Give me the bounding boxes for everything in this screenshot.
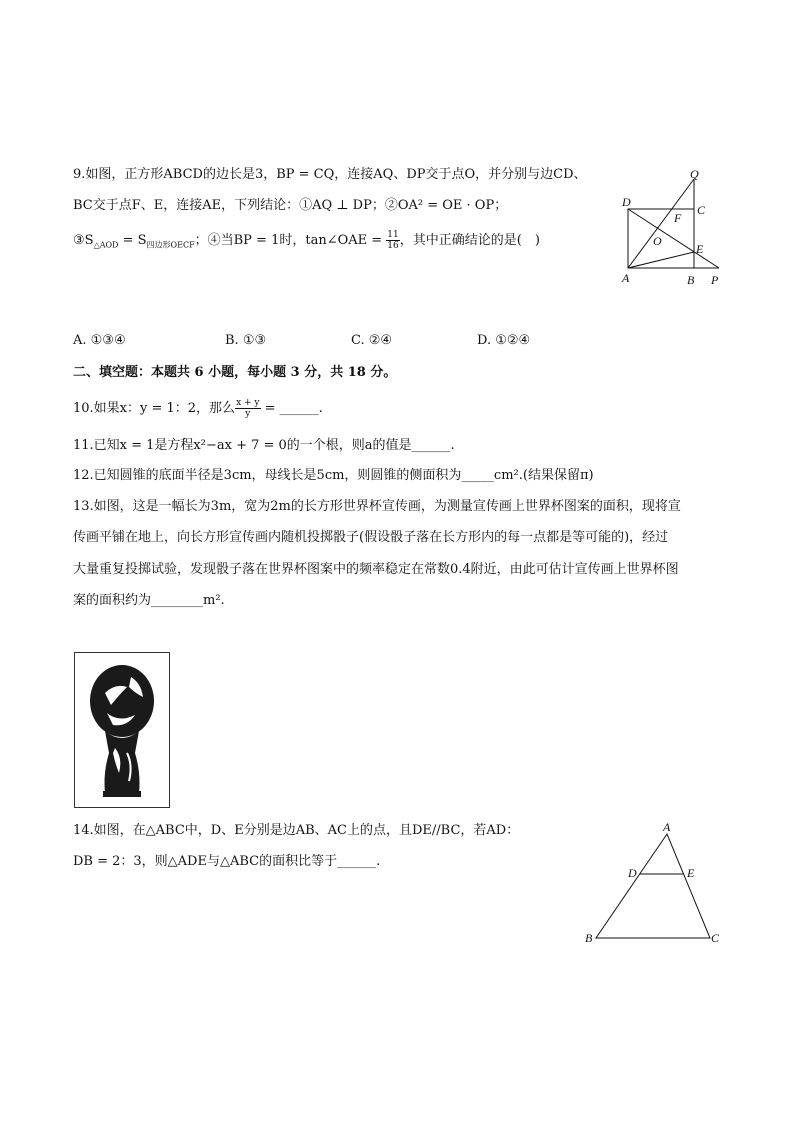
- q9-fraction: [386, 230, 399, 251]
- q14-line2: DB = 2：3，则△ADE与△ABC的面积比等于______.: [73, 854, 381, 869]
- q9-line3-b: = S: [118, 233, 147, 248]
- q9-line3-a: ③S: [73, 233, 94, 248]
- q9-line3-d: ，其中正确结论的是( ): [399, 233, 540, 248]
- q14-line1: 14.如图，在△ABC中，D、E分别是边AB、AC上的点，且DE//BC，若AD：: [73, 823, 520, 838]
- q13-line2: 传画平铺在地上，向长方形宣传画内随机投掷骰子(假设骰子落在长方形内的每一点都是等可能的)，经过: [73, 530, 669, 545]
- section2-title: 二、填空题：本题共 6 小题，每小题 3 分，共 18 分。: [73, 365, 397, 380]
- q13-line4: 案的面积约为________m².: [73, 593, 225, 608]
- label-e: E: [696, 242, 704, 256]
- q10-fraction: [235, 398, 260, 419]
- label-q: Q: [690, 167, 699, 181]
- q9-square-figure: [612, 164, 742, 294]
- q10-frac-den: y: [245, 409, 251, 419]
- q10-frac-num: x + y: [236, 398, 260, 408]
- q11: 11.已知x = 1是方程x²−ax + 7 = 0的一个根，则a的值是______.: [73, 438, 455, 453]
- q9-frac-den: 16: [387, 241, 399, 251]
- choice-d: D. ①②④: [477, 333, 531, 348]
- label-c: C: [711, 931, 720, 945]
- choice-a: A. ①③④: [73, 333, 126, 348]
- q10-post: = ______.: [260, 401, 323, 416]
- label-b: B: [585, 931, 593, 945]
- choice-c: C. ②④: [351, 333, 393, 348]
- label-c: C: [697, 203, 706, 217]
- q9-line3: [73, 230, 540, 255]
- q9-line1: 9.如图，正方形ABCD的边长是3，BP = CQ，连接AQ、DP交于点O，并分别与边CD、: [73, 167, 587, 182]
- q10: [73, 398, 323, 419]
- q13-line1: 13.如图，这是一幅长为3m，宽为2m的长方形世界杯宣传画，为测量宣传画上世界杯图案的面积，现将宣: [73, 499, 681, 514]
- q13-line3: 大量重复投掷试验，发现骰子落在世界杯图案中的频率稳定在常数0.4附近，由此可估计宣传画上世界杯图: [73, 562, 679, 577]
- q9-area-sub2: 四边形OECF: [146, 240, 195, 250]
- label-p: P: [711, 273, 719, 287]
- q10-pre: 10.如果x：y = 1：2，那么: [73, 401, 236, 416]
- q9-frac-num: 11: [387, 230, 399, 240]
- world-cup-trophy-image: [74, 652, 170, 808]
- q9-line2: BC交于点F、E，连接AE，下列结论：①AQ ⊥ DP；②OA² = OE · OP；: [73, 198, 508, 213]
- triangle-abc: [596, 834, 710, 938]
- label-b: B: [687, 273, 695, 287]
- label-d: D: [628, 866, 637, 880]
- label-o: O: [653, 234, 662, 248]
- q9-area-sub1: △AOD: [93, 240, 119, 250]
- label-f: F: [674, 211, 682, 225]
- label-a: A: [663, 820, 671, 834]
- q14-triangle-figure: [580, 818, 730, 950]
- label-a: A: [622, 271, 630, 285]
- label-d: D: [622, 195, 631, 209]
- q12: 12.已知圆锥的底面半径是3cm，母线长是5cm，则圆锥的侧面积为_____cm².(结果保留π): [73, 468, 594, 483]
- label-e: E: [687, 866, 695, 880]
- choice-b: B. ①③: [225, 333, 267, 348]
- trophy-icon: [75, 653, 169, 807]
- q9-line3-c: ；④当BP = 1时，tan∠OAE =: [194, 233, 387, 248]
